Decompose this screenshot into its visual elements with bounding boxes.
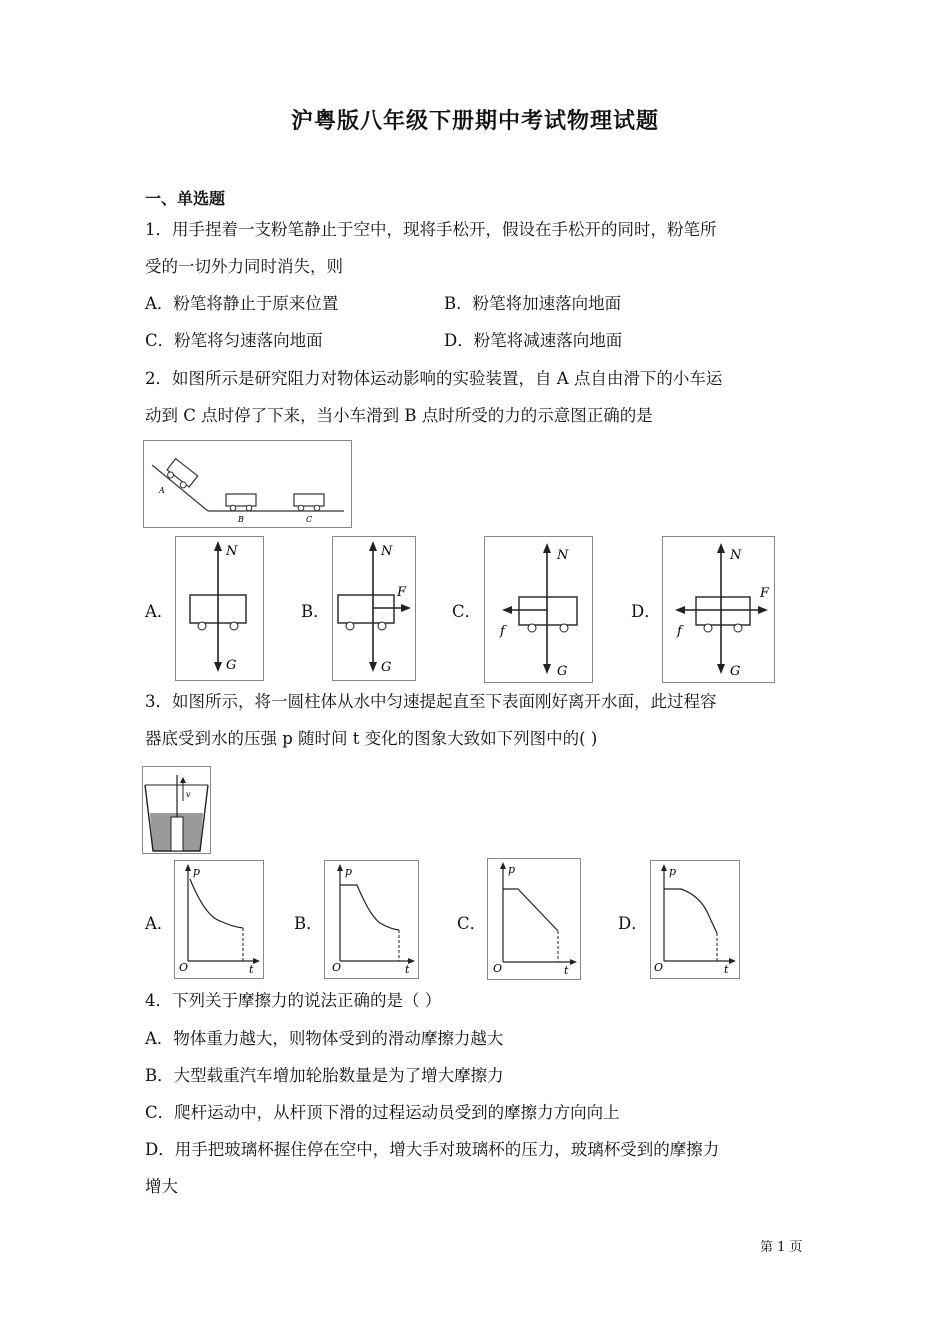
p-axis-label: p [669,865,677,878]
t-axis-label: t [249,963,254,976]
q2-option-c-diagram [484,536,593,683]
q4-option-b: B．大型载重汽车增加轮胎数量是为了增大摩擦力 [145,1066,504,1085]
q4-option-d-line1: D．用手把玻璃杯握住停在空中，增大手对玻璃杯的压力，玻璃杯受到的摩擦力 [145,1140,720,1159]
force-n-label: N [226,544,238,559]
q4-option-c: C．爬杆运动中，从杆顶下滑的过程运动员受到的摩擦力方向向上 [145,1103,620,1122]
q3-container-figure [142,766,211,854]
velocity-label: v [186,790,191,799]
force-friction-label: f [500,624,505,639]
force-n-label: N [381,544,393,559]
q3-graph-b [324,860,419,979]
q1-option-c: C．粉笔将匀速落向地面 [145,331,323,350]
q3-option-a-label: A． [145,914,174,933]
q4-option-a: A．物体重力越大，则物体受到的滑动摩擦力越大 [145,1029,504,1048]
q2-option-d-label: D． [631,602,661,621]
q2-stem-line2: 动到 C 点时停了下来，当小车滑到 B 点时所受的力的示意图正确的是 [145,406,653,425]
t-axis-label: t [405,963,410,976]
force-f-label: F [760,586,770,601]
q3-option-d-label: D． [618,914,648,933]
q1-stem-line1: 1．用手捏着一支粉笔静止于空中，现将手松开，假设在手松开的同时，粉笔所 [145,220,717,239]
force-g-label: G [226,658,237,673]
q2-option-c-label: C． [452,602,482,621]
force-friction-label: f [677,624,682,639]
q3-graph-d [650,860,740,979]
section-heading: 一、单选题 [145,189,226,208]
q2-option-b-diagram [332,536,416,681]
origin-label: O [332,961,342,974]
p-axis-label: p [508,863,516,876]
t-axis-label: t [724,963,729,976]
q1-stem-line2: 受的一切外力同时消失，则 [145,257,343,276]
origin-label: O [179,961,189,974]
force-f-label: F [397,585,407,600]
q3-stem-line2: 器底受到水的压强 p 随时间 t 变化的图象大致如下列图中的( ) [145,729,598,748]
point-c-label: C [306,515,313,524]
page-number: 第 1 页 [760,1240,803,1255]
q3-graph-c [487,858,581,980]
q4-option-d-line2: 增大 [145,1177,178,1196]
q4-stem: 4．下列关于摩擦力的说法正确的是（ ） [145,991,442,1010]
force-n-label: N [557,548,569,563]
t-axis-label: t [564,964,569,977]
q3-option-c-label: C． [457,914,487,933]
q2-option-b-label: B． [301,602,330,621]
point-a-label: A [159,486,165,495]
q2-ramp-figure [143,440,352,528]
q1-option-a: A．粉笔将静止于原来位置 [145,294,339,313]
force-n-label: N [730,548,742,563]
p-axis-label: p [345,865,353,878]
q2-option-a-diagram [175,536,264,681]
q1-option-b: B．粉笔将加速落向地面 [444,294,622,313]
q2-option-d-diagram [662,536,775,683]
force-g-label: G [730,664,741,679]
q3-graph-a [174,860,264,979]
p-axis-label: p [193,865,201,878]
origin-label: O [493,962,503,975]
force-g-label: G [557,664,568,679]
force-g-label: G [381,660,392,675]
q3-option-b-label: B． [294,914,323,933]
q2-stem-line1: 2．如图所示是研究阻力对物体运动影响的实验装置，自 A 点自由滑下的小车运 [145,369,723,388]
q2-option-a-label: A． [145,602,174,621]
q3-stem-line1: 3．如图所示，将一圆柱体从水中匀速提起直至下表面刚好离开水面，此过程容 [145,692,717,711]
q1-option-d: D．粉笔将减速落向地面 [444,331,623,350]
point-b-label: B [238,515,244,524]
page-title: 沪粤版八年级下册期中考试物理试题 [290,108,659,134]
origin-label: O [654,961,664,974]
